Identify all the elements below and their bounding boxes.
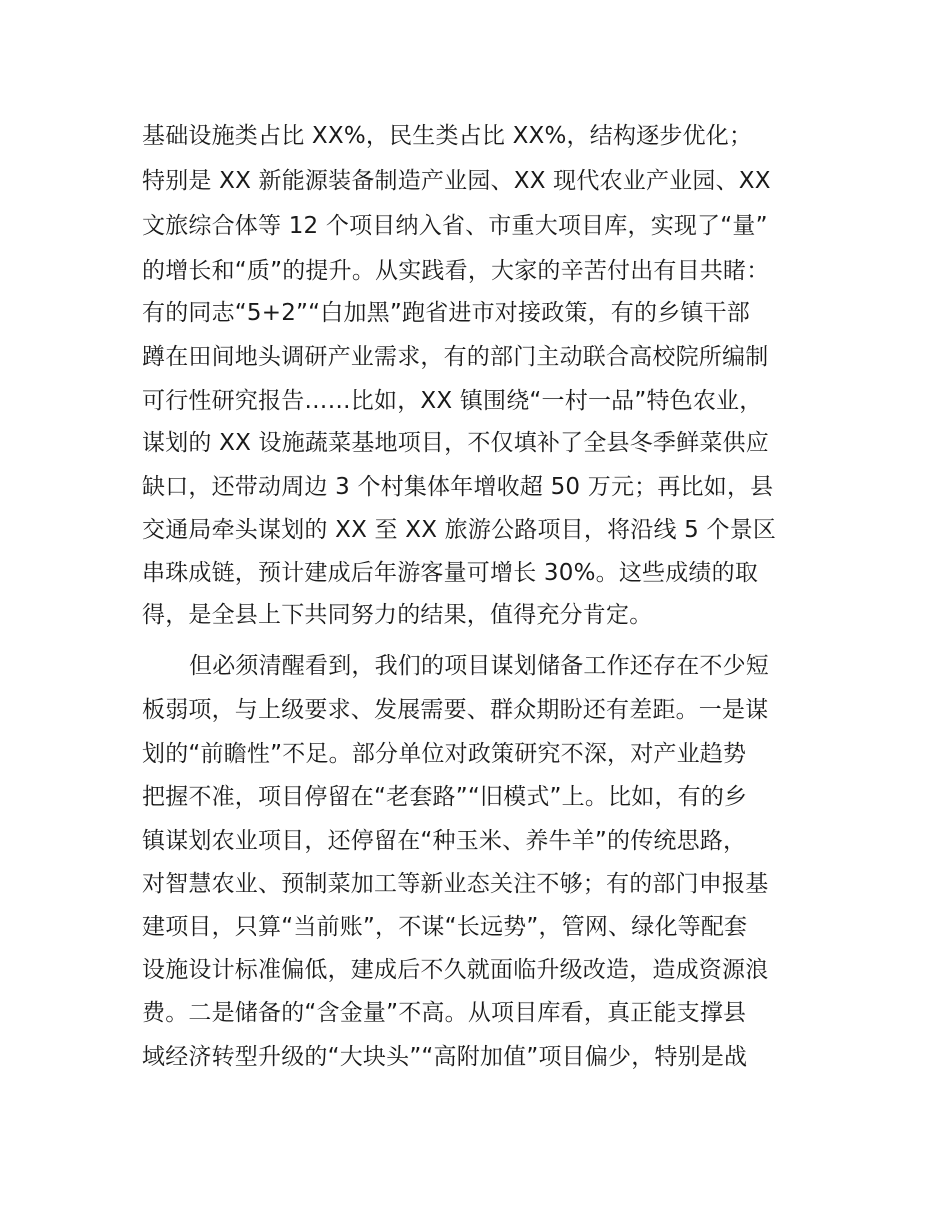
paragraph-1-line: 的增长和“质”的提升。从实践看，大家的辛苦付出有目共睹： <box>142 258 770 284</box>
paragraph-1-line: 基础设施类占比 XX%，民生类占比 XX%，结构逐步优化； <box>142 123 753 149</box>
paragraph-1-line: 交通局牵头谋划的 XX 至 XX 旅游公路项目，将沿线 5 个景区 <box>142 517 777 543</box>
paragraph-1-line: 文旅综合体等 12 个项目纳入省、市重大项目库，实现了“量” <box>142 213 768 239</box>
paragraph-1-line: 有的同志“5+2”“白加黑”跑省进市对接政策，有的乡镇干部 <box>142 300 751 326</box>
paragraph-2-line: 把握不准，项目停留在“老套路”“旧模式”上。比如，有的乡 <box>142 784 748 810</box>
paragraph-2-line: 划的“前瞻性”不足。部分单位对政策研究不深，对产业趋势 <box>142 741 747 767</box>
paragraph-1-line: 蹲在田间地头调研产业需求，有的部门主动联合高校院所编制 <box>142 344 769 370</box>
paragraph-2-line: 对智慧农业、预制菜加工等新业态关注不够；有的部门申报基 <box>142 871 769 897</box>
paragraph-2-line: 费。二是储备的“含金量”不高。从项目库看，真正能支撑县 <box>142 1000 747 1026</box>
paragraph-1-line: 谋划的 XX 设施蔬菜基地项目，不仅填补了全县冬季鲜菜供应 <box>142 430 769 456</box>
paragraph-2-line: 板弱项，与上级要求、发展需要、群众期盼还有差距。一是谋 <box>142 697 769 723</box>
paragraph-2-line: 域经济转型升级的“大块头”“高附加值”项目偏少，特别是战 <box>142 1044 748 1070</box>
paragraph-2-line: 建项目，只算“当前账”，不谋“长远势”，管网、绿化等配套 <box>142 914 748 940</box>
paragraph-1-line: 串珠成链，预计建成后年游客量可增长 30%。这些成绩的取 <box>142 560 759 586</box>
paragraph-1-line: 特别是 XX 新能源装备制造产业园、XX 现代农业产业园、XX <box>142 168 771 194</box>
paragraph-2-line: 镇谋划农业项目，还停留在“种玉米、养牛羊”的传统思路， <box>142 828 747 854</box>
paragraph-1-line: 可行性研究报告……比如，XX 镇围绕“一村一品”特色农业， <box>142 388 763 414</box>
paragraph-2-line: 设施设计标准偏低，建成后不久就面临升级改造，造成资源浪 <box>142 957 769 983</box>
paragraph-2-line: 但必须清醒看到，我们的项目谋划储备工作还存在不少短 <box>189 653 769 679</box>
paragraph-1-line: 得，是全县上下共同努力的结果，值得充分肯定。 <box>142 602 653 628</box>
paragraph-1-line: 缺口，还带动周边 3 个村集体年增收超 50 万元；再比如，县 <box>142 474 774 500</box>
